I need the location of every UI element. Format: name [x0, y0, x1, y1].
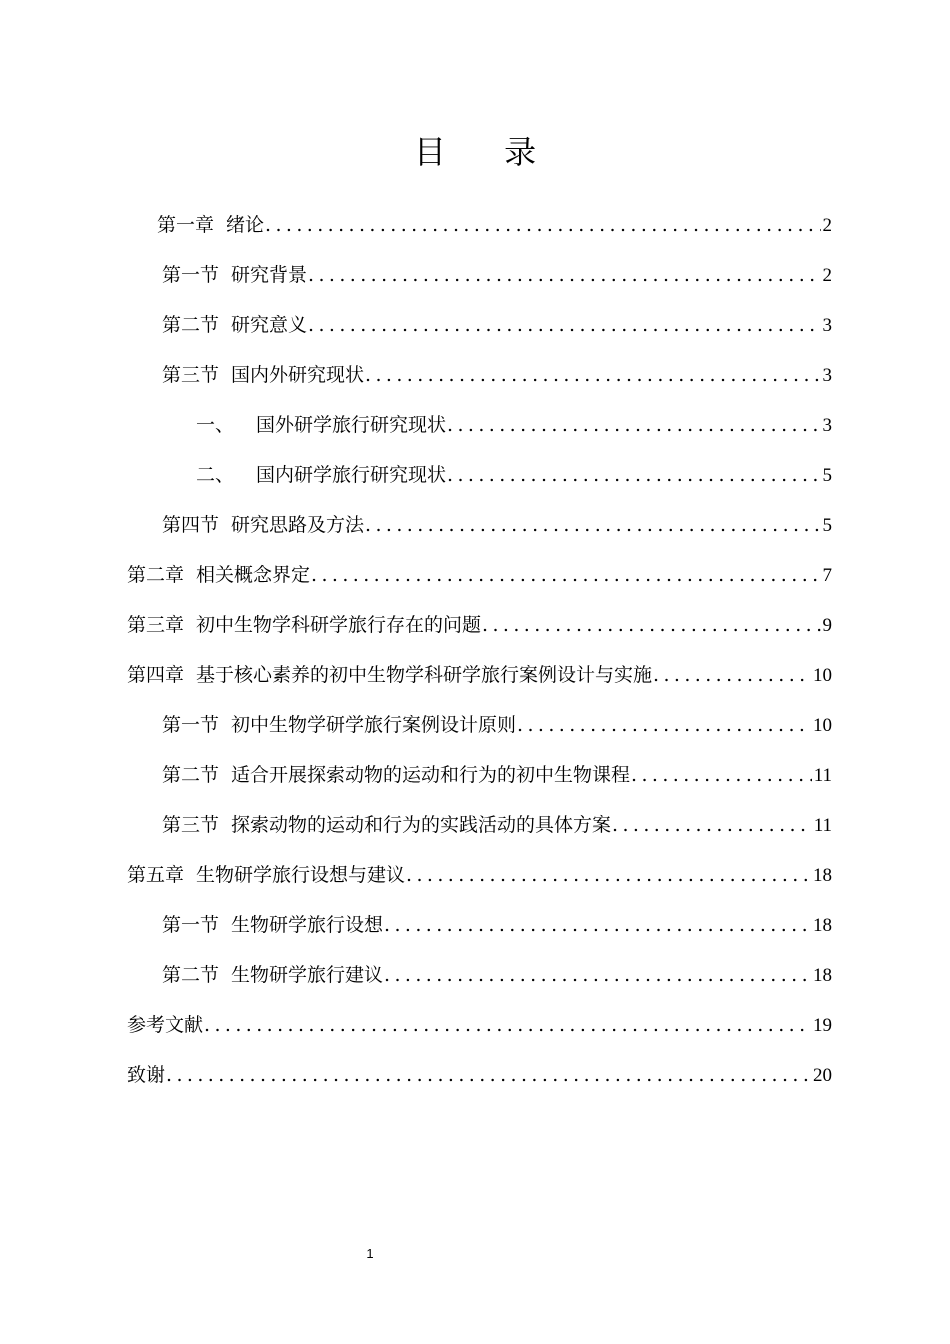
- toc-entry-page: 11: [813, 765, 832, 786]
- toc-entry-page: 5: [822, 515, 832, 536]
- toc-entry-title: 生物研学旅行设想与建议: [196, 864, 406, 886]
- toc-entry-title: 研究意义: [231, 314, 308, 336]
- toc-entry-title: 探索动物的运动和行为的实践活动的具体方案: [231, 814, 612, 836]
- dot-leader: [384, 910, 811, 940]
- dot-leader: [365, 360, 820, 390]
- toc-entry-section-1-4[interactable]: [162, 510, 832, 540]
- toc-entry-page: 10: [813, 715, 832, 736]
- page-number: 1: [366, 1246, 374, 1261]
- toc-entry-section-1-1[interactable]: [162, 260, 832, 290]
- toc-entry-title: 绪论: [226, 214, 265, 236]
- toc-entry-subsection-1-3-2[interactable]: [196, 460, 832, 490]
- toc-entry-page: 5: [822, 465, 832, 486]
- toc-entry-chapter-5[interactable]: [127, 860, 832, 890]
- toc-title: 目 录: [413, 133, 561, 171]
- toc-entry-chapter-2[interactable]: [127, 560, 832, 590]
- dot-leader: [447, 460, 820, 490]
- toc-entry-page: 3: [822, 415, 832, 436]
- toc-entry-title: 初中生物学科研学旅行存在的问题: [196, 614, 482, 636]
- toc-entry-title: 生物研学旅行建议: [231, 964, 384, 986]
- toc-entry-page: 11: [813, 815, 832, 836]
- dot-leader: [517, 710, 811, 740]
- toc-entry-title: 国内外研究现状: [231, 364, 365, 386]
- toc-entry-prefix: 第三节: [162, 814, 220, 836]
- toc-entry-title: 初中生物学研学旅行案例设计原则: [231, 714, 517, 736]
- toc-entry-prefix: 一、: [196, 414, 235, 436]
- toc-entry-prefix: 第一节: [162, 714, 220, 736]
- toc-entry-page: 3: [822, 365, 832, 386]
- toc-entry-page: 9: [822, 615, 832, 636]
- toc-entry-page: 18: [813, 965, 832, 986]
- toc-entry-prefix: 第一节: [162, 914, 220, 936]
- toc-entry-section-4-1[interactable]: [162, 710, 832, 740]
- dot-leader: [166, 1060, 811, 1090]
- toc-entry-title: 研究思路及方法: [231, 514, 365, 536]
- toc-entry-prefix: 第二章: [127, 564, 185, 586]
- toc-entry-section-4-2[interactable]: [162, 760, 832, 790]
- toc-entry-chapter-4[interactable]: [127, 660, 832, 690]
- toc-entry-title: 国外研学旅行研究现状: [256, 414, 447, 436]
- toc-entry-section-4-3[interactable]: [162, 810, 832, 840]
- toc-entry-chapter-1[interactable]: [157, 210, 832, 240]
- toc-entry-page: 7: [822, 565, 832, 586]
- dot-leader: [308, 260, 820, 290]
- toc-entry-page: 20: [813, 1065, 832, 1086]
- dot-leader: [308, 310, 820, 340]
- toc-entry-title: 致谢: [127, 1064, 166, 1086]
- toc-entry-title: 基于核心素养的初中生物学科研学旅行案例设计与实施: [196, 664, 653, 686]
- toc-entry-title: 参考文献: [127, 1014, 204, 1036]
- toc-entry-prefix: 第一节: [162, 264, 220, 286]
- toc-entry-section-5-2[interactable]: [162, 960, 832, 990]
- toc-entry-page: 3: [822, 315, 832, 336]
- toc-entry-prefix: 第四节: [162, 514, 220, 536]
- dot-leader: [311, 560, 820, 590]
- toc-entry-page: 18: [813, 915, 832, 936]
- toc-entry-title: 研究背景: [231, 264, 308, 286]
- toc-entry-prefix: 第四章: [127, 664, 185, 686]
- toc-entry-references[interactable]: [127, 1010, 832, 1040]
- toc-entry-prefix: 第一章: [157, 214, 215, 236]
- toc-entry-page: 2: [822, 265, 832, 286]
- toc-entry-title: 生物研学旅行设想: [231, 914, 384, 936]
- toc-entry-prefix: 第五章: [127, 864, 185, 886]
- dot-leader: [631, 760, 812, 790]
- toc-entry-prefix: 第三节: [162, 364, 220, 386]
- toc-entry-page: 10: [813, 665, 832, 686]
- toc-entry-page: 18: [813, 865, 832, 886]
- toc-entry-prefix: 二、: [196, 464, 235, 486]
- dot-leader: [447, 410, 820, 440]
- toc-entry-page: 2: [822, 215, 832, 236]
- toc-entry-title: 相关概念界定: [196, 564, 311, 586]
- toc-entry-prefix: 第二节: [162, 964, 220, 986]
- toc-entry-acknowledgements[interactable]: [127, 1060, 832, 1090]
- dot-leader: [365, 510, 820, 540]
- toc-entry-section-1-2[interactable]: [162, 310, 832, 340]
- toc-entry-page: 19: [813, 1015, 832, 1036]
- toc-entry-title: 适合开展探索动物的运动和行为的初中生物课程: [231, 764, 631, 786]
- dot-leader: [612, 810, 812, 840]
- dot-leader: [204, 1010, 811, 1040]
- dot-leader: [653, 660, 811, 690]
- toc-entry-prefix: 第三章: [127, 614, 185, 636]
- toc-entry-title: 国内研学旅行研究现状: [256, 464, 447, 486]
- toc-entry-prefix: 第二节: [162, 314, 220, 336]
- dot-leader: [406, 860, 811, 890]
- toc-entry-section-1-3[interactable]: [162, 360, 832, 390]
- toc-entry-subsection-1-3-1[interactable]: [196, 410, 832, 440]
- toc-entry-chapter-3[interactable]: [127, 610, 832, 640]
- dot-leader: [384, 960, 811, 990]
- dot-leader: [265, 210, 820, 240]
- toc-entry-section-5-1[interactable]: [162, 910, 832, 940]
- toc-entry-prefix: 第二节: [162, 764, 220, 786]
- dot-leader: [482, 610, 820, 640]
